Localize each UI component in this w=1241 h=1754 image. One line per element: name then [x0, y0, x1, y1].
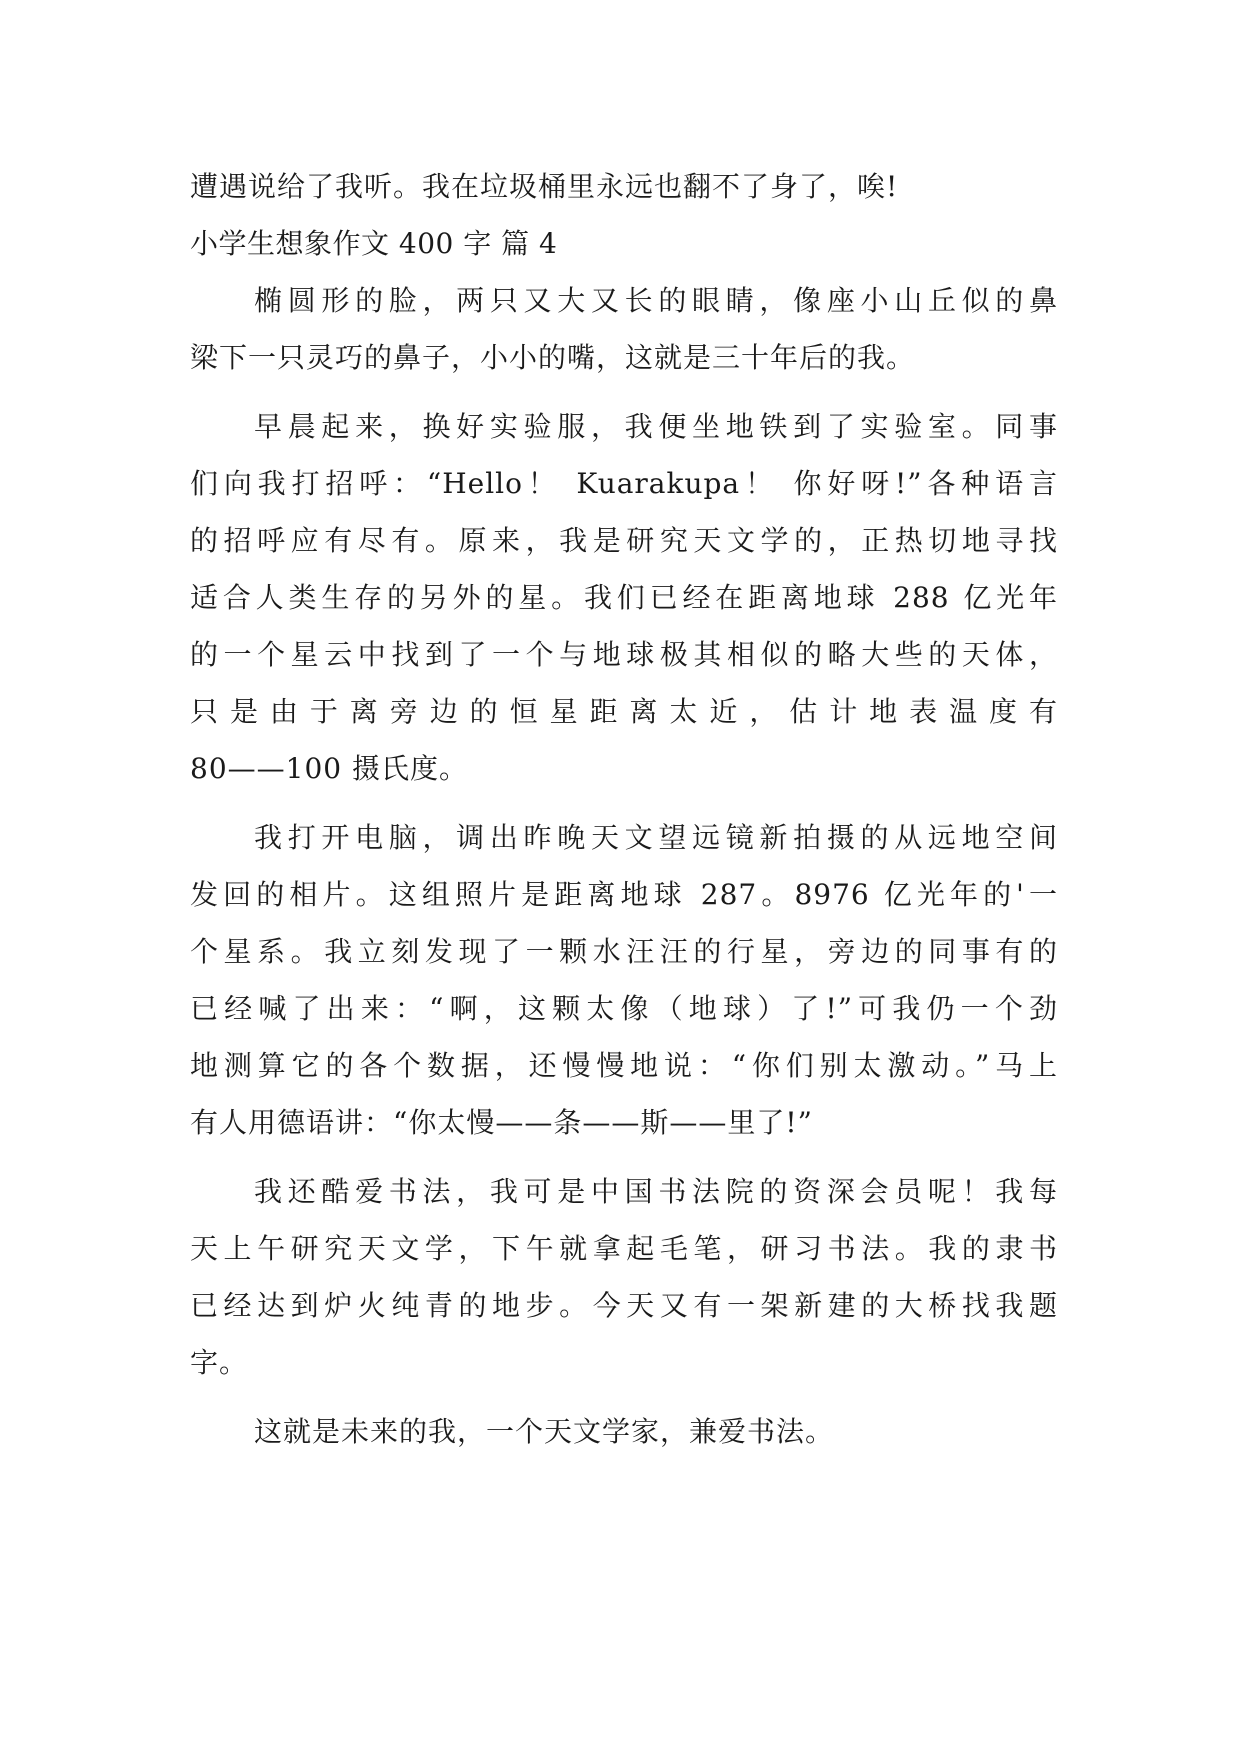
text-line: 地测算它的各个数据，还慢慢地说：“你们别太激动。”马上	[190, 1049, 1058, 1082]
section-heading: 小学生想象作文 400 字 篇 4	[190, 227, 558, 260]
text-line: 天上午研究天文学，下午就拿起毛笔，研习书法。我的隶书	[190, 1232, 1058, 1265]
text-line: 早晨起来，换好实验服，我便坐地铁到了实验室。同事	[254, 410, 1058, 443]
text-line: 的一个星云中找到了一个与地球极其相似的略大些的天体，	[190, 638, 1058, 671]
text-line: 80——100 摄氏度。	[190, 752, 468, 785]
paragraph-spacer	[190, 797, 1058, 809]
text-line: 遭遇说给了我听。我在垃圾桶里永远也翻不了身了，唉!	[190, 170, 899, 203]
text-line: 的招呼应有尽有。原来，我是研究天文学的，正热切地寻找	[190, 524, 1058, 557]
text-line: 已经达到炉火纯青的地步。今天又有一架新建的大桥找我题	[190, 1289, 1058, 1322]
text-line: 适合人类生存的另外的星。我们已经在距离地球 288 亿光年	[190, 581, 1058, 614]
text-line: 已经喊了出来：“啊，这颗太像（地球）了!”可我仍一个劲	[190, 992, 1058, 1025]
text-line: 们向我打招呼：“Hello！ Kuarakupa！ 你好呀!”各种语言	[190, 467, 1058, 500]
text-line: 我打开电脑，调出昨晚天文望远镜新拍摄的从远地空间	[254, 821, 1058, 854]
text-line: 只是由于离旁边的恒星距离太近，估计地表温度有	[190, 695, 1058, 728]
text-line: 字。	[190, 1346, 249, 1379]
text-line: 梁下一只灵巧的鼻子，小小的嘴，这就是三十年后的我。	[190, 341, 916, 374]
text-line: 发回的相片。这组照片是距离地球 287。8976 亿光年的'一	[190, 878, 1058, 911]
paragraph-spacer	[190, 1391, 1058, 1403]
text-line: 椭圆形的脸，两只又大又长的眼睛，像座小山丘似的鼻	[254, 284, 1058, 317]
document-body	[190, 158, 1058, 1460]
text-line: 有人用德语讲：“你太慢——条——斯——里了!”	[190, 1106, 813, 1139]
text-line: 我还酷爱书法，我可是中国书法院的资深会员呢！我每	[254, 1175, 1058, 1208]
paragraph-spacer	[190, 386, 1058, 398]
text-line: 个星系。我立刻发现了一颗水汪汪的行星，旁边的同事有的	[190, 935, 1058, 968]
text-line: 这就是未来的我，一个天文学家，兼爱书法。	[254, 1415, 835, 1448]
paragraph-spacer	[190, 1151, 1058, 1163]
